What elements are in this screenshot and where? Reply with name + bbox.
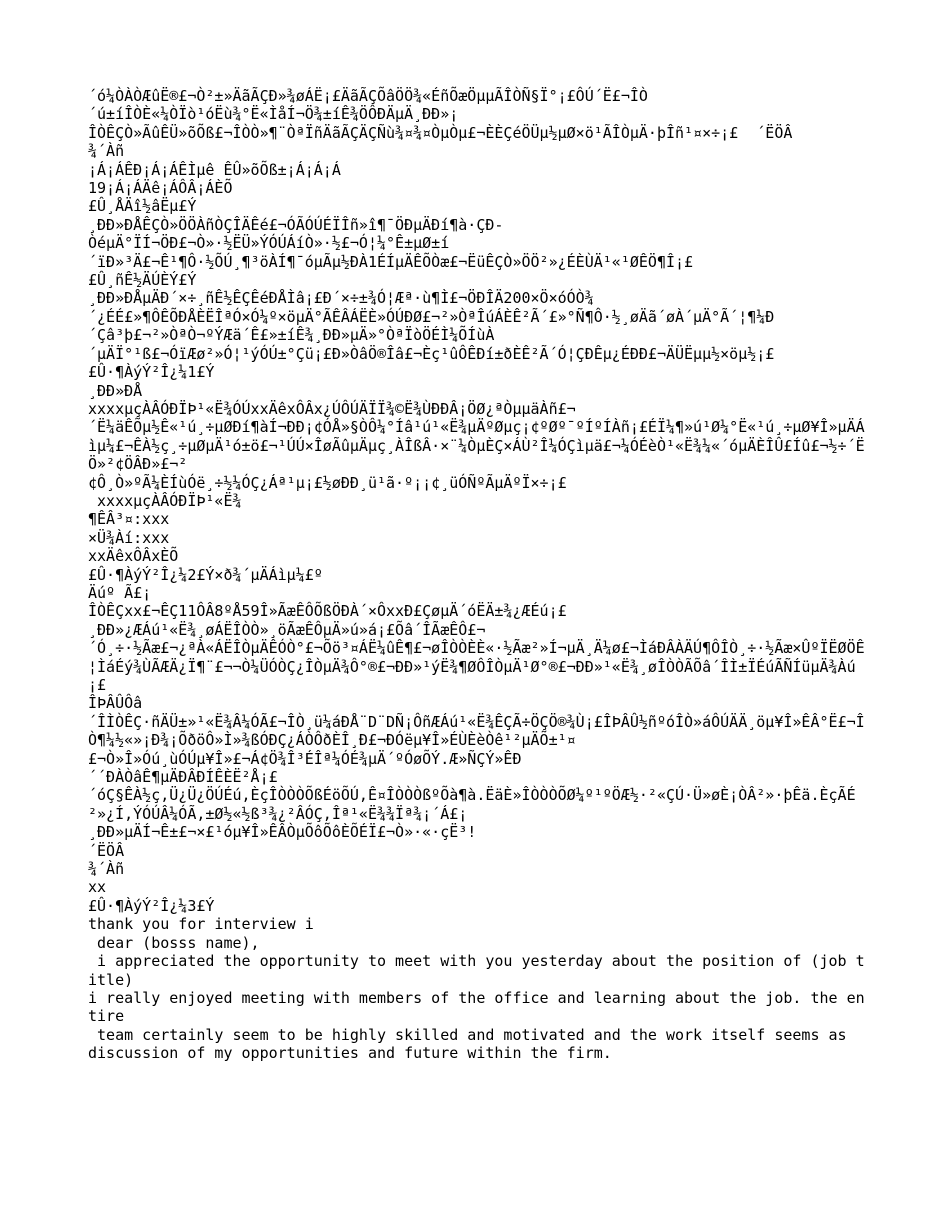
text-line: ´Ë¼äÊÕµ½Ê«¹ú¸÷µØÐí¶àÍ¬ÐÐ¡¢ÓÅ»§ÒÔ¼°Íâ¹ú¹«Ë¾µÄºØµç¡¢ºØº¯ºÍºÍÀñ¡£ÉÏ¼¶»ú¹Ø¼°Ë«¹ú¸÷µØ¥Î»µÄÁìµ¼£¬ÊÀ½ç¸÷µØµÄ¹ó±ö£¬¹ÚÚ×ÎøÃûµÄµç¸ÀÎßÂ·×¨¼ÒµÈÇ×ÁÙ²Î¼ÓÇìµä£¬¼ÓÉèÒ¹«Ë¾¼«´óµÄÈÎÛ£Íû£¬½÷´ËÖ»²¢ÖÂÐ»£¬²	[88, 418, 865, 474]
text-line: ¶ÊÂ³¤:xxx	[88, 510, 170, 529]
text-line: ÒéµÄ°ÏÍ¬ÖÐ£¬Ò»·½ËÜ»ÝÓÚÁíÒ»·½£¬Ó¦¼°Ê±µØ±í	[88, 234, 450, 253]
text-line: i really enjoyed meeting with members of the office and learning about the job. the entire	[88, 988, 865, 1026]
text-line: thank you for interview i	[88, 915, 314, 934]
text-line: ´Ó¸÷·½Ãæ£¬¿ªÀ«ÁËÎÒµÄÊÓÒ°£¬Õö³¤ÁË¼ûÊ¶£¬øÎÒÒÈÈ«·½Ãæ²»Í¬µÄ¸Ä¼ø£¬ÌáÐÂÀÄÚ¶ÔÎÒ¸÷·½Ãæ×ÛºÏËØÖÊ¦ÌáÉý¾ÙÃÆÄ¿Ï¶¨£¬¬Ò¼ÜÓÒÇ¿ÎÒµÄ¾Ô°®£¬ÐÐ»¹ýË¾¶ØÔÎÒµÄ¹Ø°®£¬ÐÐ»¹«Ë¾¸øÎÒÒÃÕâ´ÎÌ±ÏÉúÃÑÍüµÄ¾Àú¡£	[88, 639, 865, 694]
text-line: ¸ÐÐ»ÐÅµÄÐ´×÷¸ñÊ½ÊÇÊéÐÅÌâ¡£Ð´×÷±¾Ó¦Æª·ù¶Ì£¬ÖÐÎÄ200×Ö×óÓÒ¾	[88, 289, 594, 308]
section-heading: £Û·¶ÀýÝ²Î¿¼2£Ý×ð¾´µÄÁìµ¼£º	[88, 565, 323, 584]
text-line: ×Ü¾Àí:xxx	[88, 528, 170, 547]
text-line: ´´ÐÀÒâÊ¶µÄÐÂÐÍÊÈË²Å¡£	[88, 768, 278, 787]
letter-title: ¸ÐÐ»ÐÅ	[88, 381, 143, 400]
text-line: xxxxµçÀÂÓÐÏÞ¹«Ë¾ÓÚxxÄêxÔÂx¿ÚÔÚÄÏÏ¾©Ë¾ÙÐÐÂ¡ÖØ¿ªÒµµäÀñ£¬	[88, 399, 576, 418]
text-line: ´ú±íÎÒÈ«¼ÒÏò¹óËù¾°Ë«ÌåÍ¬Ö¾±íÊ¾ÖÔÐÄµÄ¸ÐÐ»¡	[88, 105, 459, 124]
text-line: 19¡Á¡ÁÄê¡ÁÔÂ¡ÁÈÕ	[88, 179, 233, 198]
text-line: ´¿ÉÉ£»¶ÔÊÕÐÅÈËÎªÓ×Ó¼º×öµÄ°ÃÊÂÁËÈ»ÓÚÐØ£¬²»ÒªÎúÁÈÊ²Ã´£»°Ñ¶Ô·½¸øÄã´øÀ´µÄ°Ã´¦¶¼Ð	[88, 307, 775, 326]
text-line: ´Çâ³þ£¬²»ÒªÒ¬ºÝÆä´Ê£»±íÊ¾¸ÐÐ»µÄ»°ÒªÏòÖÉÌ¼ÕÍùÀ	[88, 326, 495, 345]
text-line: ¢Ô¸Ò»ºÃ¼ÈÍùÓë¸÷½¼ÓÇ¿Áª¹µ¡£½øÐÐ¸ü¹ã·º¡¡¢¸üÓÑºÃµÄºÏ×÷¡£	[88, 473, 567, 492]
text-line: ¸ÐÐ»ÐÅÊÇÒ»ÖÖÀñÒÇÎÄÊé£¬ÓÃÓÚÉÏÎñ»î¶¯ÖÐµÄÐí¶à·ÇÐ-	[88, 215, 504, 234]
text-line: discussion of my opportunities and future within the firm.	[88, 1044, 612, 1063]
section-heading: £Û¸ÅÄî½âËµ£Ý	[88, 197, 197, 216]
text-line: Äúº Ã£¡	[88, 583, 152, 602]
text-line: ¾´Àñ	[88, 142, 125, 161]
text-line: ´ó¼ÒÀÒÆûË®£¬Ò²±»ÄãÃÇÐ»¾øÁË¡£ÄãÃÇÕâÖÖ¾«ÉñÕæÖµµÃÎÒÑ§Ï°¡£ÔÚ´Ë£¬ÎÒ	[88, 87, 648, 105]
text-line: i appreciated the opportunity to meet with you yesterday about the position of (job title)	[88, 952, 865, 989]
text-line: ÎÒÊÇxx£¬ÊÇ11ÔÂ8ºÅ59Î»ÃæÊÔÕßÖÐÀ´×ÔxxÐ£ÇøµÄ´óËÄ±¾¿ÆÉú¡£	[88, 602, 567, 621]
section-heading: xx	[88, 878, 107, 897]
text-line: ¸ÐÐ»¿ÆÁú¹«Ë¾¸øÁËÎÒÒ»¸öÃæÊÔµÄ»ú»á¡£Õâ´ÎÃæÊÔ£¬	[88, 620, 486, 639]
text-line: ´ÎÌÒÊÇ·ñÄÜ±»¹«Ë¾Â¼ÓÃ£¬ÎÒ¸ü¼áÐÅ¨D¨DÑ¡ÔñÆÁú¹«Ë¾ÊÇÃ÷ÖÇÖ®¾Ù¡£ÎÞÂÛ½ñºóÎÒ»áÔÚÄÄ¸öµ¥Î»ÊÂ°Ë£¬ÎÒ¶¼½«»¡Ð¾¡ÕðöÔ»Ì»¾ßÓÐÇ¿ÁÒÔðÈÎ¸Ð£¬ÐÓëµ¥Î»ÉÙÈèÒê¹²µÄÕ±¹¤	[88, 712, 865, 750]
document-page	[88, 87, 868, 1063]
text-line: ´ïÐ»³Ä£¬Ê¹¶Ô·½ÕÚ¸¶³öÀÍ¶¯óµÃµ½ÐÀ1ÉÍµÄÊÕÒæ£¬ËüÊÇÒ»ÖÖ²»¿ÉÈÙÄ¹«¹ØÊÖ¶Î¡£	[88, 252, 694, 271]
section-heading: £Û·¶ÀýÝ²Î¿¼1£Ý	[88, 363, 215, 382]
text-line: £Û·¶ÀýÝ²Î¿¼3£Ý	[88, 896, 215, 915]
text-line: ´óÇ§ÊÀ½ç,Ü¿Ü¿ÖÚÉú,ÈçÎÒÒÒÕßÉöÕÚ,Ê¤ÎÒÒÒßºÕà¶à.ËäÈ»ÎÒÒÒÕØ¼º¹ºÖÆ½·²«ÇÚ·Ü»øÈ¡ÒÂ²»·þÊä.ÈçÃÉ²»¿Í,ÝÓÚÂ¼ÓÃ,±Ø½«½ß³¾¿²ÂÓÇ,Îª¹«Ë¾¾Ïª¾¡´Á£¡	[88, 786, 856, 823]
text-line: ¡Á¡ÁÊÐ¡Á¡ÁÊÌµê ÊÛ»õÕß±¡Á¡Á¡Á	[88, 160, 341, 179]
section-heading: £Û¸ñÊ½ÄÚÈÝ£Ý	[88, 271, 197, 290]
text-line: ¸ÐÐ»µÄÍ¬Ê±£¬×£¹óµ¥Î»ÊÂÒµÕôÕôÈÕÉÏ£¬Ò»·«·çË³!	[88, 823, 477, 842]
text-line: £¬Ò»Î»Óú¸ùÓÚµ¥Î»£¬Á¢Ö¾Î³ÉÎª¼ÓÉ¾µÄ´ºÓøÕÝ.Æ»ÑÇÝ»ÊÐ	[88, 749, 522, 768]
text-line: xxÄêxÔÂxÈÕ	[88, 547, 179, 566]
text-line: ÎÞÂÛÔâ	[88, 694, 143, 713]
text-line: ´ËÖÂ	[88, 841, 125, 860]
text-line: ¾´Àñ	[88, 860, 125, 879]
text-line: dear (bosss name),	[88, 933, 260, 952]
text-line: team certainly seem to be highly skilled and motivated and the work itself seems as	[88, 1025, 847, 1044]
text-line: xxxxµçÀÂÓÐÏÞ¹«Ë¾	[88, 491, 242, 510]
text-line: ÎÒÊÇÒ»ÃûÊÜ»õÕß£¬ÎÒÒ»¶¨ÒªÏñÄãÃÇÄÇÑù¾¤¾¤ÒµÒµ£¬ÈÈÇéÖÜµ½µØ×ö¹ÃÎÒµÄ·þÎñ¹¤×÷¡£ ´ËÖÂ	[88, 123, 793, 142]
text-line: ´µÄÏ°¹ß£¬ÓïÆø²»Ó¦¹ýÓÚ±°Çü¡£Ð»ÒâÖ®Îâ£¬Èç¹ûÔÊÐí±ðÈÊ²Ã´Ó¦ÇÐÊµ¿ÉÐÐ£¬ÄÜËµµ½×öµ½¡£	[88, 344, 775, 363]
